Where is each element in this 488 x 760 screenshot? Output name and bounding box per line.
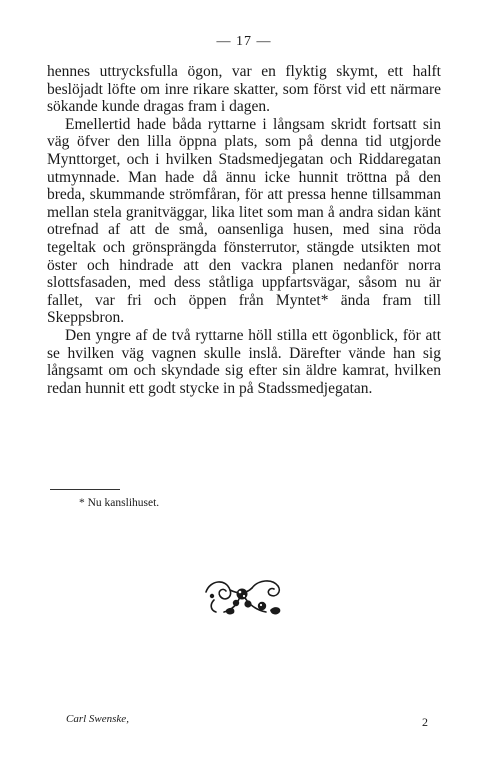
footnote: * Nu kanslihuset. xyxy=(79,497,160,509)
paragraph: Den yngre af de två ryttarne höll stilla ett ögonblick, för att se hvilken väg vagnen skulle inslå. Därefter vände han sig långsamt om och skyndade sig efter sin äldre kamrat, hvilken redan hunnit ett godt stycke in på Stadssmedjegatan. xyxy=(47,326,441,397)
paragraph: Emellertid hade båda ryttarne i långsam skridt fortsatt sin väg öfver den lilla öppna plats, som på denna tid utgjorde Mynttorget, och i hvilken Stadsmedjegatan och Riddaregatan utmynnade. Man hade då ännu icke hunnit tröttna på den breda, skummande strömfåran, för att pressa henne tillsamman mellan stela granitväggar, lika litet som man å andra sidan känt otrefnad af att de små, oansenliga husen, med sina röda tegeltak och grönsprängda fönsterrutor, stängde utsikten mot öster och hindrade att den vackra planen nedanför norra slottsfasaden, med dess ståtliga uppfartsvägar, såsom nu är fallet, var fri och öppen från Myntet* ända fram till Skeppsbron. xyxy=(47,115,441,327)
printer-signature: Carl Swenske, xyxy=(66,713,129,725)
body-text xyxy=(47,63,441,397)
floral-ornament-icon xyxy=(200,570,288,618)
paragraph: hennes uttrycksfulla ögon, var en flyktig skymt, ett halft beslöjadt löfte om inre rikare skatter, som först vid ett närmare sökande kunde dragas fram i dagen. xyxy=(47,63,441,116)
footnote-divider xyxy=(50,489,120,490)
page-number: — 17 — xyxy=(216,34,272,49)
sheet-number: 2 xyxy=(422,715,428,729)
